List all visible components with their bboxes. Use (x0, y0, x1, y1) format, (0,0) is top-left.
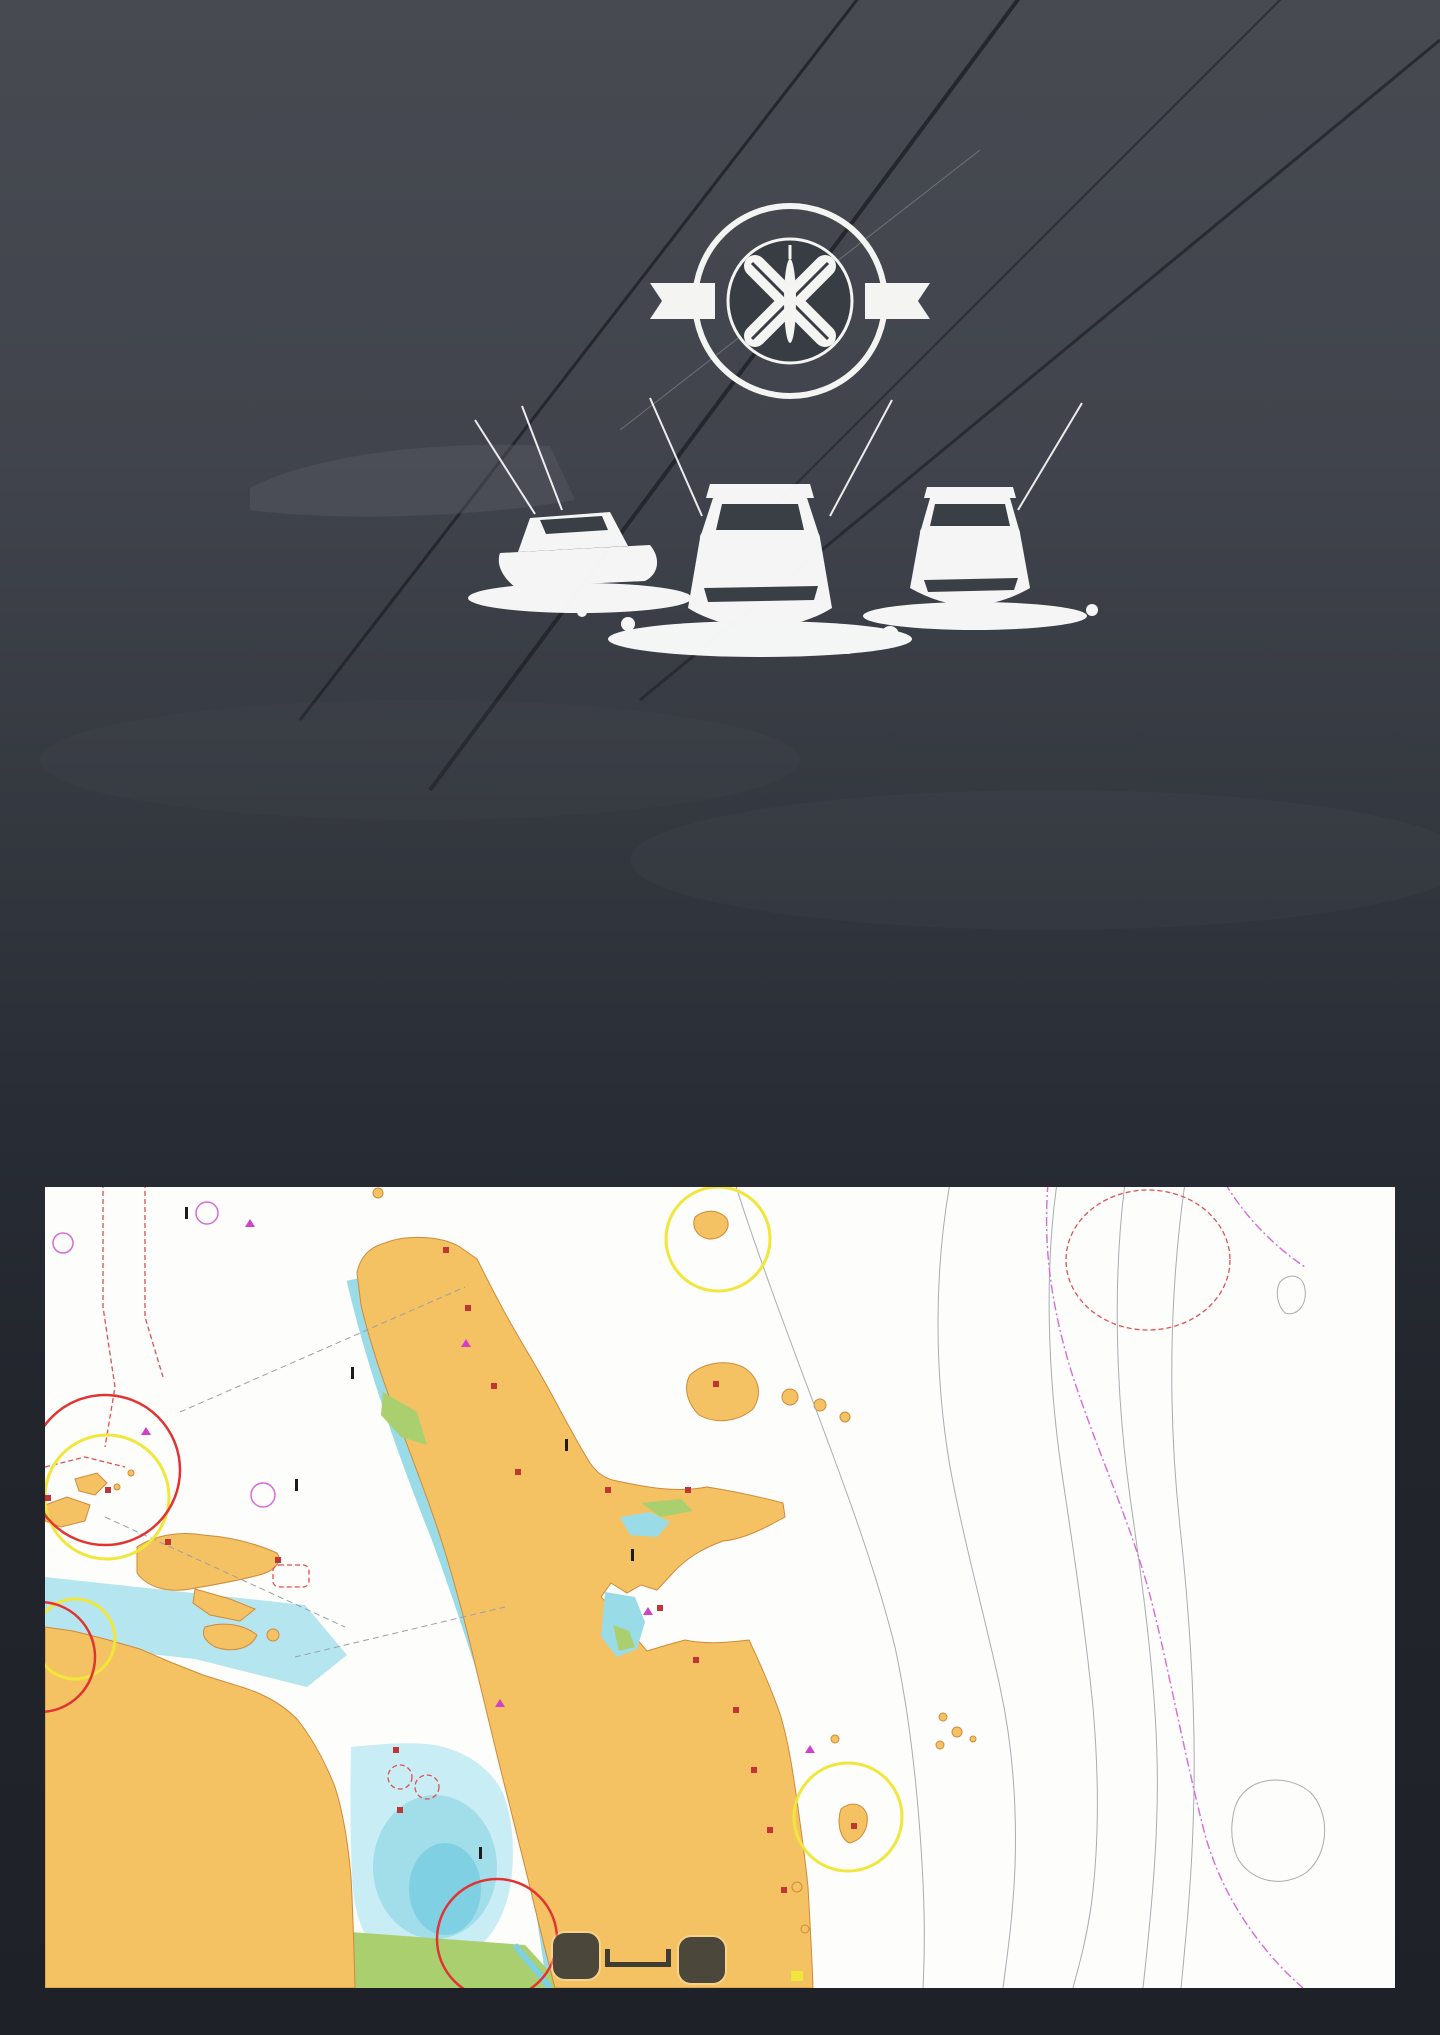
zoom-in-button[interactable] (679, 1937, 725, 1983)
zoom-out-button[interactable] (553, 1933, 599, 1979)
hero-section (0, 0, 1440, 1012)
tournament-logo (620, 183, 960, 433)
nautical-chart[interactable] (45, 1187, 1395, 1988)
scale-bracket-icon (605, 1949, 671, 1967)
boundaries-section (43, 1014, 1397, 1021)
skippers-section (68, 80, 568, 88)
logo-marlin-icon (784, 259, 796, 343)
chart-graphics (45, 1187, 1395, 1988)
